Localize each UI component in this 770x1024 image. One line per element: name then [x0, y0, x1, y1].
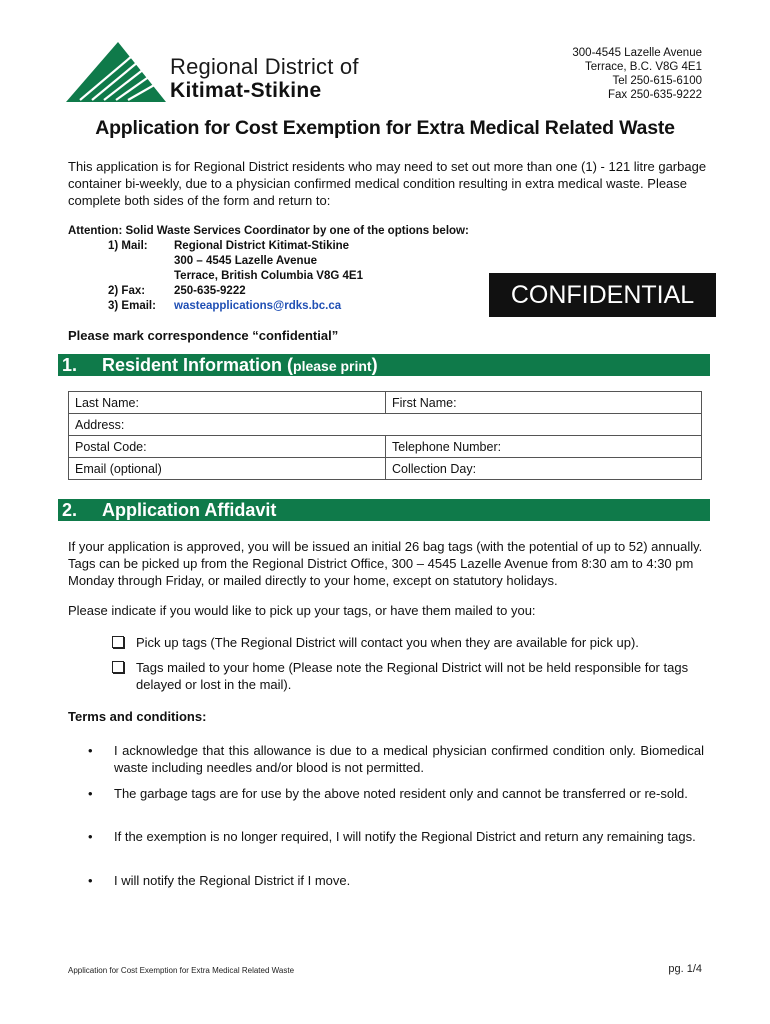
affidavit-paragraph: If your application is approved, you will be issued an initial 26 bag tags (with the potential of up to 52) annually. Tags can be picked up from the Regional District Office, 300 – 4545 Lazelle Avenue from 8:30 am to 4:30 pm Monday through Friday, or mailed directly to your home, except on statutory holidays. [68, 539, 703, 588]
postal-code-field[interactable]: Postal Code: [69, 436, 386, 458]
document-title: Application for Cost Exemption for Extra Medical Related Waste [95, 117, 675, 139]
fax-value: 250-635-9222 [174, 285, 246, 297]
fax-label: 2) Fax: [108, 285, 146, 297]
section-2-title: Application Affidavit [102, 500, 277, 520]
org-name-line2: Kitimat-Stikine [170, 79, 322, 102]
section-1-number: 1. [62, 355, 78, 375]
checkbox-icon[interactable] [112, 661, 124, 673]
email-field[interactable]: Email (optional) [69, 458, 386, 480]
bullet-icon: • [88, 873, 93, 888]
page-number: pg. 1/4 [668, 963, 702, 975]
section-2-number: 2. [62, 500, 78, 520]
bullet-icon: • [88, 743, 93, 758]
option-mailed-label: Tags mailed to your home (Please note the Regional District will not be held responsible for tags delayed or lost in the mail). [136, 660, 689, 692]
mark-confidential-note: Please mark correspondence “confidential” [68, 328, 339, 343]
email-label: 3) Email: [108, 300, 156, 312]
intro-paragraph: This application is for Regional District residents who may need to set out more than one (1) - 121 litre garbage container bi-weekly, due to a physician confirmed medical condition resulting in extra medical waste. Please complete both sides of the form and return to: [68, 159, 707, 208]
term-text: I acknowledge that this allowance is due to a medical physician confirmed condition only. Biomedical waste including needles and/or blood is not permitted. [114, 743, 704, 775]
section-1-title-small: please print [293, 358, 372, 374]
bullet-icon: • [88, 829, 93, 844]
mountain-logo-icon [66, 42, 166, 104]
option-pickup-label: Pick up tags (The Regional District will contact you when they are available for pick up). [136, 635, 639, 650]
address-city: Terrace, B.C. V8G 4E1 [585, 61, 702, 73]
footer-title: Application for Cost Exemption for Extra Medical Related Waste [68, 966, 295, 975]
confidential-banner: CONFIDENTIAL [489, 273, 716, 317]
pickup-question: Please indicate if you would like to pick up your tags, or have them mailed to you: [68, 603, 536, 618]
section-1-title [102, 354, 378, 377]
mail-line: Regional District Kitimat-Stikine [174, 240, 350, 252]
checkbox-icon[interactable] [112, 636, 124, 648]
mail-label: 1) Mail: [108, 240, 148, 252]
section-2-header [58, 499, 710, 521]
address-street: 300-4545 Lazelle Avenue [572, 47, 702, 59]
section-1-title-end: ) [371, 355, 378, 375]
section-1-title-main: Resident Information ( [102, 355, 294, 375]
address-fax: Fax 250-635-9222 [608, 89, 702, 101]
first-name-field[interactable]: First Name: [386, 392, 702, 414]
address-field[interactable]: Address: [69, 414, 702, 436]
telephone-field[interactable]: Telephone Number: [386, 436, 702, 458]
mail-line: Terrace, British Columbia V8G 4E1 [174, 270, 363, 282]
section-1-header [58, 354, 710, 376]
email-link[interactable]: wasteapplications@rdks.bc.ca [174, 300, 342, 312]
bullet-icon: • [88, 786, 93, 801]
address-tel: Tel 250-615-6100 [612, 75, 702, 87]
terms-heading: Terms and conditions: [68, 709, 207, 724]
collection-day-field[interactable]: Collection Day: [386, 458, 702, 480]
term-text: I will notify the Regional District if I move. [114, 873, 351, 888]
org-address [572, 46, 702, 102]
attention-block [68, 224, 469, 314]
mail-line: 300 – 4545 Lazelle Avenue [174, 255, 317, 267]
term-text: The garbage tags are for use by the above noted resident only and cannot be transferred or re-sold. [114, 786, 688, 801]
last-name-field[interactable]: Last Name: [69, 392, 386, 414]
org-logo [66, 42, 366, 104]
org-name-line1: Regional District of [170, 54, 359, 79]
attention-heading: Attention: Solid Waste Services Coordinator by one of the options below: [68, 225, 469, 237]
resident-info-table [68, 391, 702, 480]
term-text: If the exemption is no longer required, I will notify the Regional District and return any remaining tags. [114, 829, 696, 844]
